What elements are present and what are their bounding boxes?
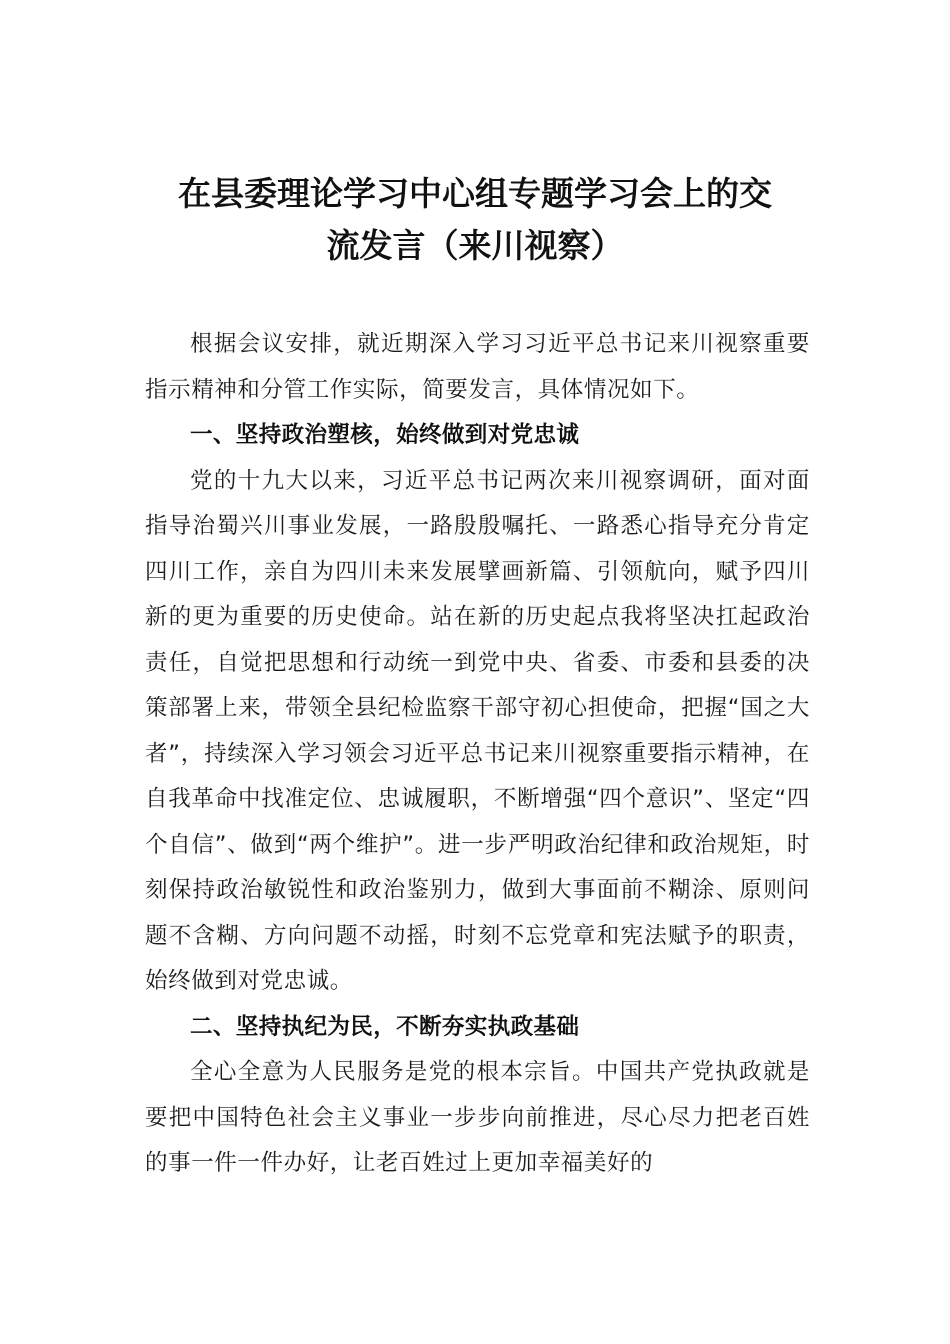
section-2-heading: 二、坚持执纪为民，不断夯实执政基础 <box>190 1013 580 1040</box>
section-1-heading: 一、坚持政治塑核，始终做到对党忠诚 <box>190 422 580 448</box>
document-title <box>150 168 800 272</box>
title-line-2: 流发言（来川视察） <box>326 226 624 265</box>
section-2-paragraph: 全心全意为人民服务是党的根本宗旨。中国共产党执政就是要把中国特色社会主义事业一步步向前推进，尽心尽力把老百姓的事一件一件办好，让老百姓过上更加幸福美好的 <box>145 1059 810 1176</box>
document-body <box>145 322 810 1187</box>
title-line-1: 在县委理论学习中心组专题学习会上的交 <box>178 174 772 213</box>
intro-paragraph: 根据会议安排，就近期深入学习习近平总书记来川视察重要指示精神和分管工作实际，简要发言，具体情况如下。 <box>145 331 810 403</box>
section-1-paragraph: 党的十九大以来，习近平总书记两次来川视察调研，面对面指导治蜀兴川事业发展，一路殷殷嘱托、一路悉心指导充分肯定四川工作，亲自为四川未来发展擘画新篇、引领航向，赋予四川新的更为重要的历史使命。站在新的历史起点我将坚决扛起政治责任，自觉把思想和行动统一到党中央、省委、市委和县委的决策部署上来，带领全县纪检监察干部守初心担使命，把握“国之大者”，持续深入学习领会习近平总书记来川视察重要指示精神，在自我革命中找准定位、忠诚履职，不断增强“四个意识”、坚定“四个自信”、做到“两个维护”。进一步严明政治纪律和政治规矩，时刻保持政治敏锐性和政治鉴别力，做到大事面前不糊涂、原则问题不含糊、方向问题不动摇，时刻不忘党章和宪法赋予的职责，始终做到对党忠诚。 <box>145 467 810 994</box>
